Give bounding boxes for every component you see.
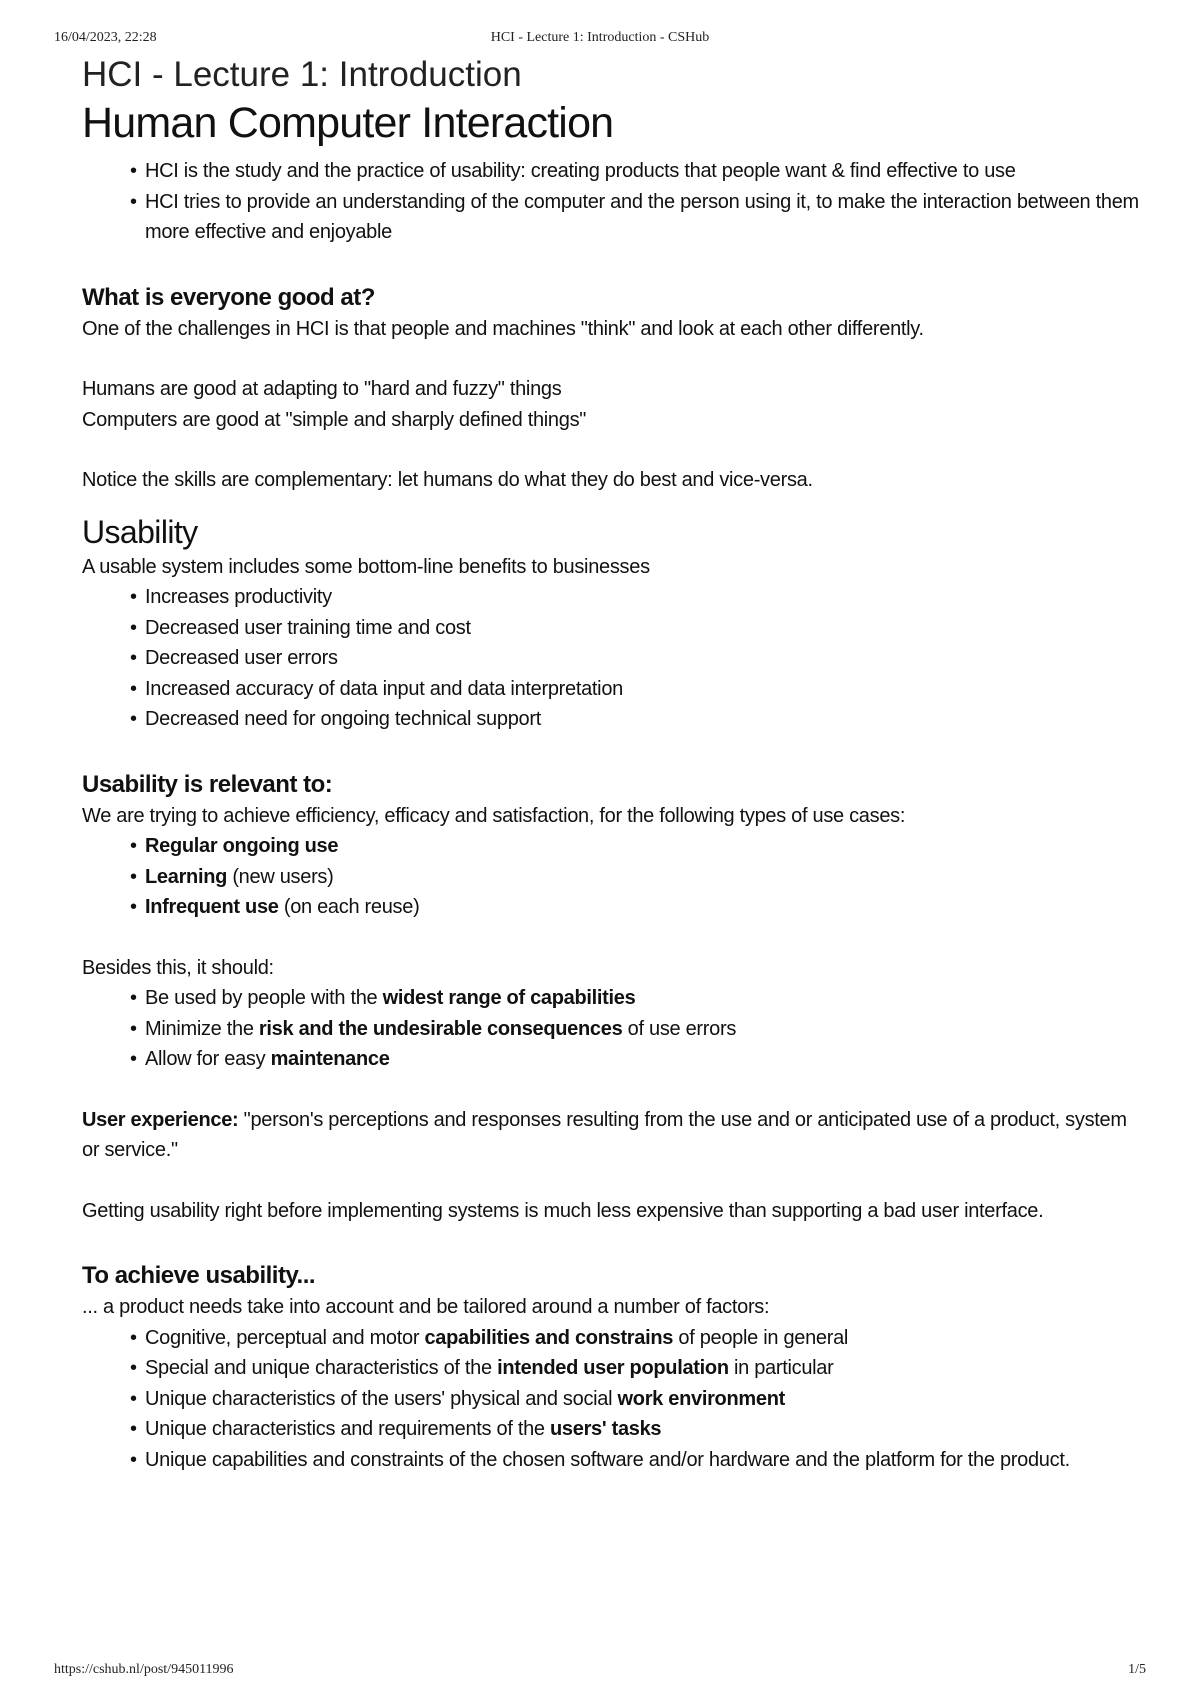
- hci-definition-list: [82, 156, 1142, 248]
- heading-usability: Usability: [82, 513, 198, 550]
- list-item: • Unique characteristics of the users' physical and social work environment: [145, 1384, 1142, 1415]
- paragraph-factors-intro: ... a product needs take into account and be tailored around a number of factors:: [82, 1296, 770, 1318]
- paragraph-usable-system: A usable system includes some bottom-line benefits to businesses: [82, 555, 650, 578]
- page-title: HCI - Lecture 1: Introduction: [82, 55, 522, 94]
- list-item: • Infrequent use (on each reuse): [145, 892, 1142, 923]
- list-item: • Unique capabilities and constraints of the chosen software and/or hardware and the platform for the product.: [145, 1445, 1142, 1476]
- list-item: • Decreased user training time and cost: [145, 613, 1142, 644]
- document-body: [82, 52, 1142, 1475]
- list-item: • Cognitive, perceptual and motor capabilities and constrains of people in general: [145, 1323, 1142, 1354]
- list-item: • Increased accuracy of data input and data interpretation: [145, 674, 1142, 705]
- list-item: • HCI is the study and the practice of usability: creating products that people want & find effective to use: [145, 156, 1142, 187]
- print-page-number: 1/5: [1128, 1662, 1146, 1677]
- heading-what-is-everyone-good-at: What is everyone good at?: [82, 283, 375, 311]
- list-item: • Unique characteristics and requirements of the users' tasks: [145, 1414, 1142, 1445]
- list-item: • Be used by people with the widest range of capabilities: [145, 983, 1142, 1014]
- paragraph-efficiency: We are trying to achieve efficiency, efficacy and satisfaction, for the following types of use cases:: [82, 804, 906, 827]
- list-item: • Learning (new users): [145, 862, 1142, 893]
- list-item: • HCI tries to provide an understanding of the computer and the person using it, to make the interaction between them more effective and enjoyable: [145, 187, 1142, 248]
- print-datetime: 16/04/2023, 22:28: [54, 30, 157, 45]
- paragraph-complementary: Notice the skills are complementary: let humans do what they do best and vice-versa.: [82, 469, 813, 491]
- paragraph-besides: Besides this, it should:: [82, 956, 274, 979]
- list-item: • Decreased user errors: [145, 643, 1142, 674]
- list-item: • Decreased need for ongoing technical support: [145, 704, 1142, 735]
- paragraph-cost: Getting usability right before implementing systems is much less expensive than supporting a bad user interface.: [82, 1199, 1044, 1222]
- print-footer: [0, 1662, 1200, 1682]
- list-item: • Special and unique characteristics of the intended user population in particular: [145, 1353, 1142, 1384]
- heading-human-computer-interaction: Human Computer Interaction: [82, 99, 614, 147]
- print-page-title: HCI - Lecture 1: Introduction - CSHub: [490, 30, 710, 45]
- paragraph-humans: Humans are good at adapting to "hard and fuzzy" things: [82, 378, 562, 400]
- use-cases-list: [82, 831, 1142, 923]
- heading-to-achieve-usability: To achieve usability...: [82, 1262, 316, 1289]
- paragraph-computers: Computers are good at "simple and sharply defined things": [82, 408, 587, 431]
- list-item: • Increases productivity: [145, 582, 1142, 613]
- benefits-list: [82, 582, 1142, 735]
- paragraph-user-experience: User experience: "person's perceptions and responses resulting from the use and or anticipated use of a product, system or service.": [82, 1108, 1127, 1161]
- list-item: • Allow for easy maintenance: [145, 1044, 1142, 1075]
- paragraph-challenges: One of the challenges in HCI is that people and machines "think" and look at each other differently.: [82, 317, 924, 340]
- factors-list: [82, 1323, 1142, 1476]
- print-header: [0, 30, 1200, 50]
- print-url: https://cshub.nl/post/945011996: [54, 1662, 234, 1677]
- list-item: • Regular ongoing use: [145, 831, 1142, 862]
- list-item: • Minimize the risk and the undesirable consequences of use errors: [145, 1014, 1142, 1045]
- heading-usability-relevant: Usability is relevant to:: [82, 770, 333, 798]
- should-list: [82, 983, 1142, 1075]
